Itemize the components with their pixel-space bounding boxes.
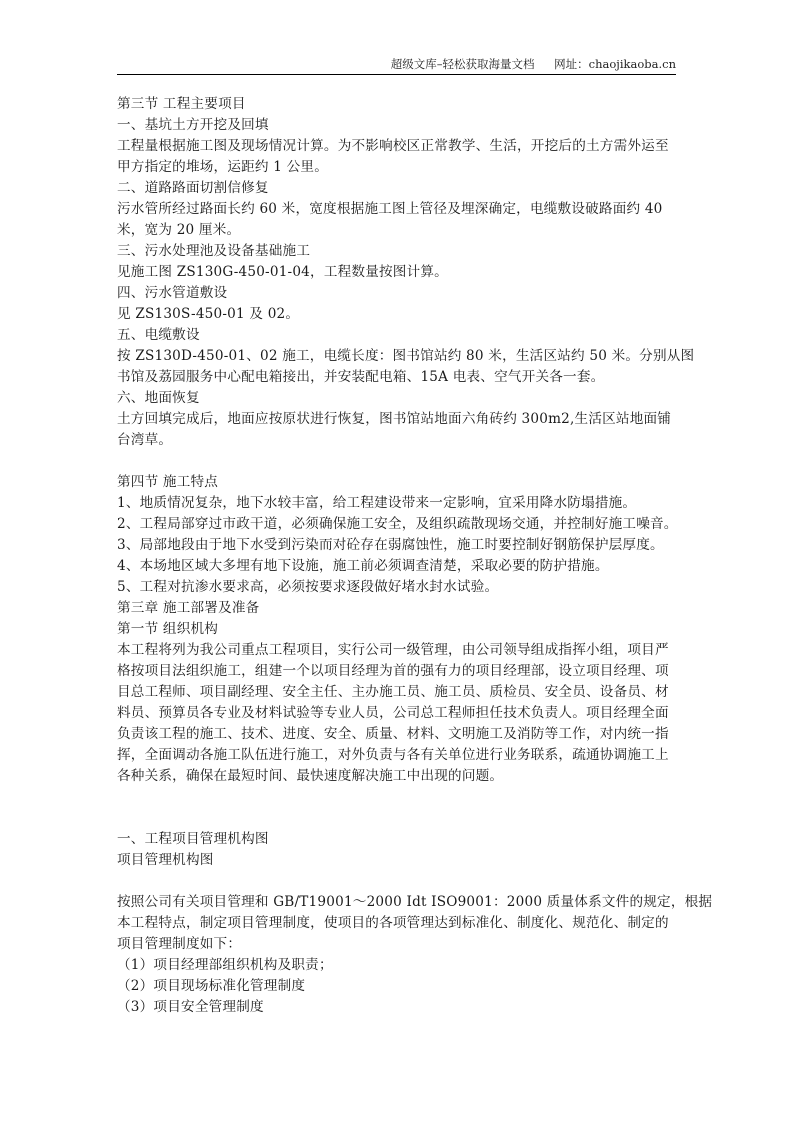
section-heading <box>117 472 679 493</box>
text-line: 项目管理机构图 <box>117 852 214 868</box>
text-line: （2）项目现场标准化管理制度 <box>117 978 306 994</box>
section-heading <box>117 115 679 136</box>
text-line: 按 ZS130D-450-01、02 施工，电缆长度：图书馆站约 80 米，生活区站约 50 米。分别从图 <box>117 348 695 364</box>
text-line: 挥，全面调动各施工队伍进行施工，对外负责与各有关单位进行业务联系，疏通协调施工上 <box>117 747 669 763</box>
text-line: 2、工程局部穿过市政干道，必须确保施工安全，及组织疏散现场交通，并控制好施工噪音。 <box>117 516 678 532</box>
text-line: 五、电缆敷设 <box>117 327 200 343</box>
paragraph <box>117 556 679 577</box>
text-line: 土方回填完成后，地面应按原状进行恢复，图书馆站地面六角砖约 300m2,生活区站地面铺 <box>117 411 672 427</box>
text-line: 料员、预算员各专业及材料试验等专业人员，公司总工程师担任技术负责人。项目经理全面 <box>117 705 669 721</box>
paragraph <box>117 346 695 388</box>
paragraph <box>117 640 679 787</box>
text-line: 负责该工程的施工、技术、进度、安全、质量、材料、文明施工及消防等工作，对内统一指 <box>117 726 669 742</box>
section-heading <box>117 598 679 619</box>
paragraph <box>117 577 679 598</box>
text-line: 格按项目法组织施工，组建一个以项目经理为首的强有力的项目经理部，设立项目经理、项 <box>117 663 669 679</box>
paragraph <box>117 304 679 325</box>
paragraph <box>117 955 679 976</box>
text-line: 4、本场地区域大多埋有地下设施，施工前必须调查清楚，采取必要的防护措施。 <box>117 558 609 574</box>
text-line: 书馆及荔园服务中心配电箱接出，并安装配电箱、15A 电表、空气开关各一套。 <box>117 369 605 385</box>
text-line: 污水管所经过路面长约 60 米，宽度根据施工图上管径及埋深确定，电缆敷设破路面约 40 <box>117 201 663 217</box>
text-line: 5、工程对抗渗水要求高，必须按要求逐段做好堵水封水试验。 <box>117 579 499 595</box>
site-url: 网址：chaojikaoba.cn <box>554 57 676 71</box>
text-line: 见施工图 ZS130G-450-01-04，工程数量按图计算。 <box>117 264 448 280</box>
spacer <box>117 451 679 472</box>
text-line: （3）项目安全管理制度 <box>117 999 264 1015</box>
text-line: 四、污水管道敷设 <box>117 285 228 301</box>
text-line: 第三章 施工部署及准备 <box>117 600 260 616</box>
paragraph <box>117 892 713 955</box>
text-line: 本工程将列为我公司重点工程项目，实行公司一级管理，由公司领导组成指挥小组，项目严 <box>117 642 669 658</box>
text-line: 二、道路路面切割信修复 <box>117 180 269 196</box>
section-heading <box>117 388 679 409</box>
section-heading <box>117 178 679 199</box>
blank-line <box>117 808 679 829</box>
text-line: 台湾草。 <box>117 432 173 448</box>
section-heading <box>117 283 679 304</box>
text-line: 第三节 工程主要项目 <box>117 96 246 112</box>
text-line: 一、基坑土方开挖及回填 <box>117 117 269 133</box>
text-line: 本工程特点，制定项目管理制度，使项目的各项管理达到标准化、制度化、规范化、制定的 <box>117 915 669 931</box>
text-line: 见 ZS130S-450-01 及 02。 <box>117 306 300 322</box>
paragraph <box>117 262 679 283</box>
text-line: （1）项目经理部组织机构及职责； <box>117 957 333 973</box>
section-heading <box>117 850 679 871</box>
paragraph <box>117 997 679 1018</box>
site-name: 超级文库–轻松获取海量文档 <box>390 57 535 71</box>
text-line: 第一节 组织机构 <box>117 621 219 637</box>
text-line: 甲方指定的堆场，运距约 1 公里。 <box>117 159 329 175</box>
section-heading <box>117 241 679 262</box>
page-header <box>117 56 676 75</box>
section-heading <box>117 325 679 346</box>
section-heading <box>117 829 679 850</box>
text-line: 项目管理制度如下： <box>117 936 242 952</box>
paragraph <box>117 535 679 556</box>
paragraph <box>117 514 679 535</box>
paragraph <box>117 976 679 997</box>
text-line: 米，宽为 20 厘米。 <box>117 222 241 238</box>
paragraph <box>117 409 679 451</box>
document-body <box>117 94 713 1018</box>
text-line: 第四节 施工特点 <box>117 474 219 490</box>
spacer <box>117 808 679 829</box>
text-line: 1、地质情况复杂，地下水较丰富，给工程建设带来一定影响，宜采用降水防塌措施。 <box>117 495 637 511</box>
text-line: 三、污水处理池及设备基础施工 <box>117 243 311 259</box>
text-line: 工程量根据施工图及现场情况计算。为不影响校区正常教学、生活，开挖后的土方需外运至 <box>117 138 669 154</box>
text-line: 一、工程项目管理机构图 <box>117 831 269 847</box>
spacer <box>117 871 679 892</box>
paragraph <box>117 136 679 178</box>
paragraph <box>117 493 679 514</box>
section-heading <box>117 619 679 640</box>
blank-line <box>117 787 679 808</box>
text-line: 3、局部地段由于地下水受到污染而对砼存在弱腐蚀性，施工时要控制好钢筋保护层厚度。 <box>117 537 664 553</box>
section-heading <box>117 94 679 115</box>
text-line: 按照公司有关项目管理和 GB/T19001～2000 Idt ISO9001：2000 质量体系文件的规定，根据 <box>117 894 713 910</box>
blank-line <box>117 451 679 472</box>
text-line: 各种关系，确保在最短时间、最快速度解决施工中出现的问题。 <box>117 768 504 784</box>
blank-line <box>117 871 679 892</box>
paragraph <box>117 199 679 241</box>
text-line: 六、地面恢复 <box>117 390 200 406</box>
text-line: 目总工程师、项目副经理、安全主任、主办施工员、施工员、质检员、安全员、设备员、材 <box>117 684 669 700</box>
spacer <box>117 787 679 808</box>
